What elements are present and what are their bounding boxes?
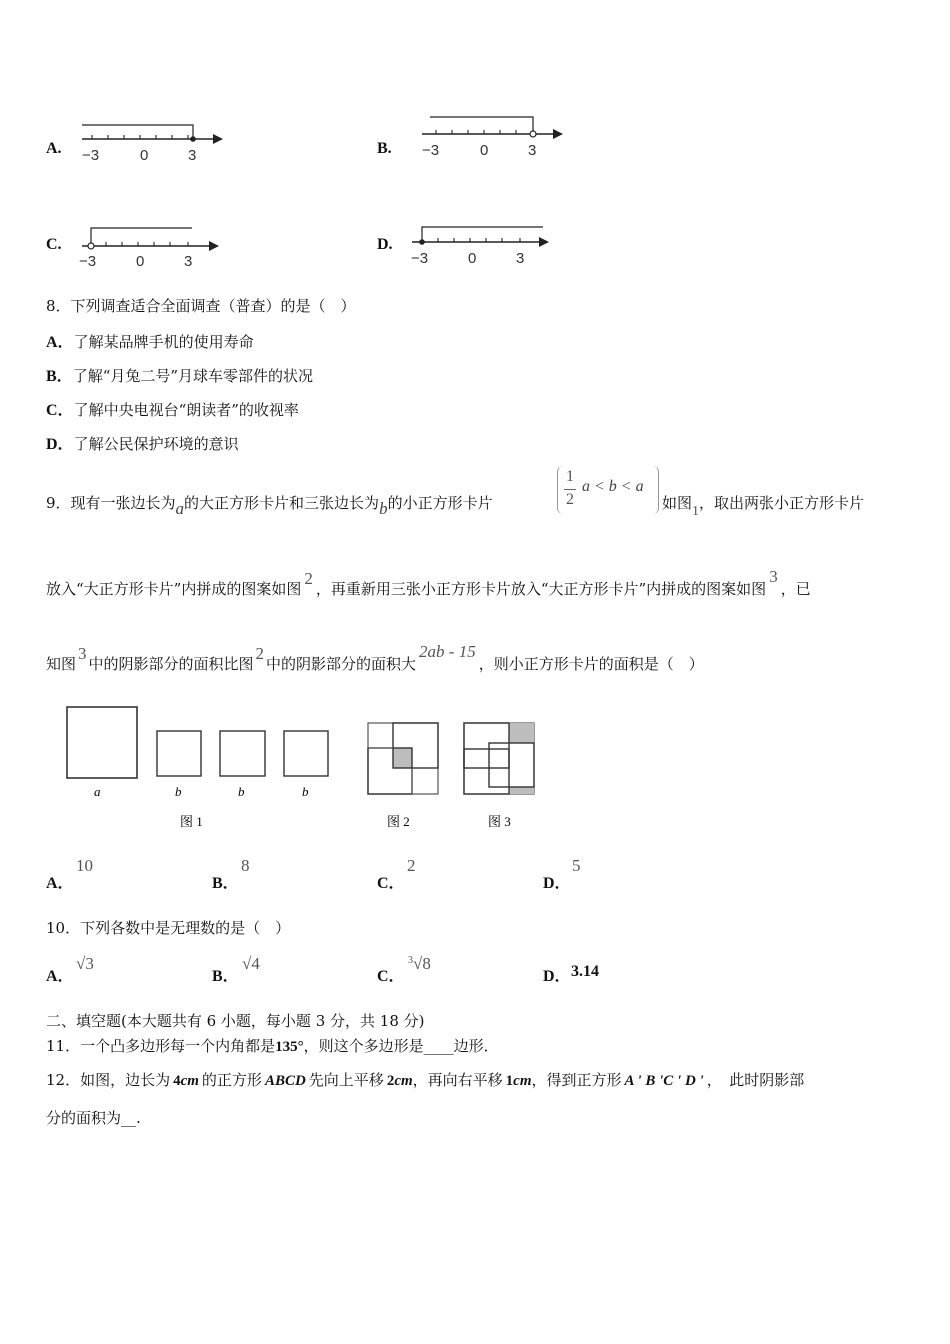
q9-option-b-label: B． xyxy=(212,875,239,892)
tick-label: 3 xyxy=(188,147,197,164)
big-square xyxy=(67,707,137,778)
tick-label: 0 xyxy=(136,253,145,270)
q11: 11．一个凸多边形每一个内角都是135°，则这个多边形是____边形． xyxy=(46,1037,499,1055)
q9-option-c-label: C． xyxy=(377,875,405,892)
q7-option-b-label: B. xyxy=(377,140,392,157)
tick-label: 0 xyxy=(480,142,489,159)
q7-option-a-numberline xyxy=(78,118,228,166)
q9-line3: 知图3中的阴影部分的面积比图2中的阴影部分的面积大2ab - 15，则小正方形卡片的面积是（ ） xyxy=(46,642,704,673)
fig2-shaded xyxy=(393,748,412,768)
tick-label: −3 xyxy=(411,250,429,267)
section-2-heading: 二、填空题(本大题共有 6 小题，每小题 3 分，共 18 分) xyxy=(46,1012,425,1030)
label-b: b xyxy=(238,784,245,799)
q7-option-d-numberline xyxy=(408,220,558,268)
q9-line1-end: 如图1，取出两张小正方形卡片 xyxy=(662,494,865,519)
tick-label: 0 xyxy=(140,147,149,164)
q10-option-b-value: √4 xyxy=(242,954,260,973)
tick-label: 0 xyxy=(468,250,477,267)
q7-option-b-numberline xyxy=(418,110,568,160)
tick-label: 3 xyxy=(184,253,193,270)
label-b: b xyxy=(302,784,309,799)
tick-label: −3 xyxy=(422,142,440,159)
q9-line2: 放入“大正方形卡片”内拼成的图案如图2，再重新用三张小正方形卡片放入“大正方形卡片”内拼成的图案如图3，已 xyxy=(46,567,811,598)
q9-option-b-value: 8 xyxy=(241,856,250,875)
q10-option-b-label: B． xyxy=(212,968,239,985)
q7-option-c-label: C. xyxy=(46,236,62,253)
caption-fig1: 图 1 xyxy=(180,814,203,829)
tick-label: −3 xyxy=(82,147,100,164)
small-square xyxy=(157,731,201,776)
q9-option-d-label: D． xyxy=(543,875,571,892)
fig3-shaded-top xyxy=(509,723,534,743)
q8-stem: 8．下列调查适合全面调查（普查）的是（ ） xyxy=(46,297,356,315)
label-b: b xyxy=(175,784,182,799)
q10-option-c-label: C． xyxy=(377,968,405,985)
q9-option-c-value: 2 xyxy=(407,856,416,875)
q7-option-c-numberline xyxy=(78,222,228,270)
q10-option-d-label: D． xyxy=(543,968,571,985)
q10-option-d-value: 3.14 xyxy=(571,963,599,980)
tick-label: 3 xyxy=(528,142,537,159)
q8-option-c: C．了解中央电视台“朗读者”的收视率 xyxy=(46,401,299,419)
small-square xyxy=(284,731,328,776)
q9-option-a-value: 10 xyxy=(76,856,93,875)
small-square xyxy=(220,731,265,776)
caption-fig2: 图 2 xyxy=(387,814,410,829)
q12-line2: 分的面积为__. xyxy=(46,1109,141,1127)
q12-line1: 12．如图，边长为 4cm 的正方形 ABCD 先向上平移 2cm，再向右平移 1cm，得到正方形 A ' B 'C ' D ' ， 此时阴影部 xyxy=(46,1071,805,1089)
q8-option-b: B．了解“月兔二号”月球车零部件的状况 xyxy=(46,367,314,385)
q10-stem: 10．下列各数中是无理数的是（ ） xyxy=(46,919,291,937)
q7-option-d-label: D. xyxy=(377,236,393,253)
q8-option-d: D．了解公民保护环境的意识 xyxy=(46,435,239,453)
q10-option-a-value: √3 xyxy=(76,954,94,973)
tick-label: 3 xyxy=(516,250,525,267)
q9-option-d-value: 5 xyxy=(572,856,581,875)
label-a: a xyxy=(94,784,101,799)
q9-figure xyxy=(60,700,550,835)
q9-option-a-label: A． xyxy=(46,875,74,892)
q10-option-a-label: A． xyxy=(46,968,74,985)
fig3-shaded-bottom xyxy=(509,787,534,794)
q7-option-a-label: A. xyxy=(46,140,62,157)
caption-fig3: 图 3 xyxy=(488,814,511,829)
q9-line1: 9．现有一张边长为a的大正方形卡片和三张边长为b的小正方形卡片 xyxy=(46,494,493,518)
q8-option-a: A．了解某品牌手机的使用寿命 xyxy=(46,333,254,351)
tick-label: −3 xyxy=(79,253,97,270)
q10-option-c-value: $^3$√8 xyxy=(408,954,431,973)
q9-condition: 1 2 a < b < a xyxy=(557,466,659,514)
